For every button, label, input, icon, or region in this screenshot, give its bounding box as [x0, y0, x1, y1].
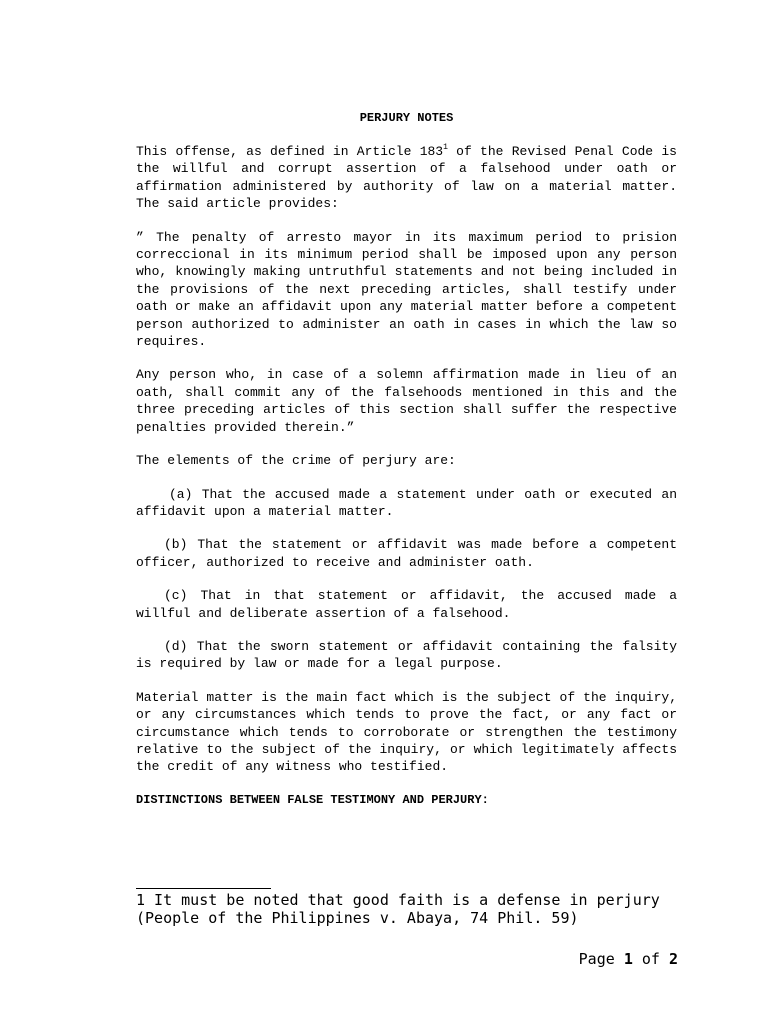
intro-paragraph: [136, 143, 677, 213]
article-quote-paragraph-1: ” The penalty of arresto mayor in its maximum period to prision correccional in its minimum period shall be imposed upon any person who, knowingly making untruthful statements and not being included in the provisions of the next preceding articles, shall testify under oath or make an affidavit upon any material matter before a competent person authorized to administer an oath in cases in which the law so requires.: [136, 229, 677, 350]
footnote-separator: [136, 888, 271, 889]
element-item-c: (c) That in that statement or affidavit, the accused made a willful and deliberate assertion of a falsehood.: [136, 588, 677, 621]
footnote-reference[interactable]: 1: [443, 142, 448, 152]
element-item-d: (d) That the sworn statement or affidavit containing the falsity is required by law or made for a legal purpose.: [136, 638, 677, 672]
element-item-a: (a) That the accused made a statement under oath or executed an affidavit upon a material matter.: [136, 486, 677, 519]
page-number: [579, 950, 678, 968]
element-item-b: (b) That the statement or affidavit was made before a competent officer, authorized to receive and administer oath.: [136, 537, 677, 570]
distinctions-heading: DISTINCTIONS BETWEEN FALSE TESTIMONY AND PERJURY:: [136, 792, 489, 807]
page-of: of: [632, 950, 669, 968]
page-current: 1: [623, 950, 633, 968]
intro-text-after: of the Revised Penal Code is the willful and corrupt assertion of a falsehood under oath or affirmation administered by authority of law on a material matter. The said article provides:: [136, 144, 677, 212]
elements-intro: The elements of the crime of perjury are:: [136, 453, 456, 469]
intro-text-before: This offense, as defined in Article 183: [136, 144, 444, 159]
footnote-text: 1 It must be noted that good faith is a defense in perjury (People of the Philippines v. Abaya, 74 Phil. 59): [136, 891, 660, 927]
document-body: [136, 143, 677, 809]
document-title: PERJURY NOTES: [359, 111, 454, 125]
page-label: Page: [578, 950, 624, 968]
article-quote-paragraph-2: Any person who, in case of a solemn affirmation made in lieu of an oath, shall commit any of the falsehoods mentioned in this and the three preceding articles of this section shall suffer the respective penalties provided therein.”: [136, 367, 677, 435]
material-matter-paragraph: Material matter is the main fact which is the subject of the inquiry, or any circumstances which tends to prove the fact, or any fact or circumstance which tends to corroborate or strengthen the testimony relative to the subject of the inquiry, or which legitimately affects the credit of any witness who testified.: [136, 689, 677, 775]
page-total: 2: [668, 950, 678, 968]
